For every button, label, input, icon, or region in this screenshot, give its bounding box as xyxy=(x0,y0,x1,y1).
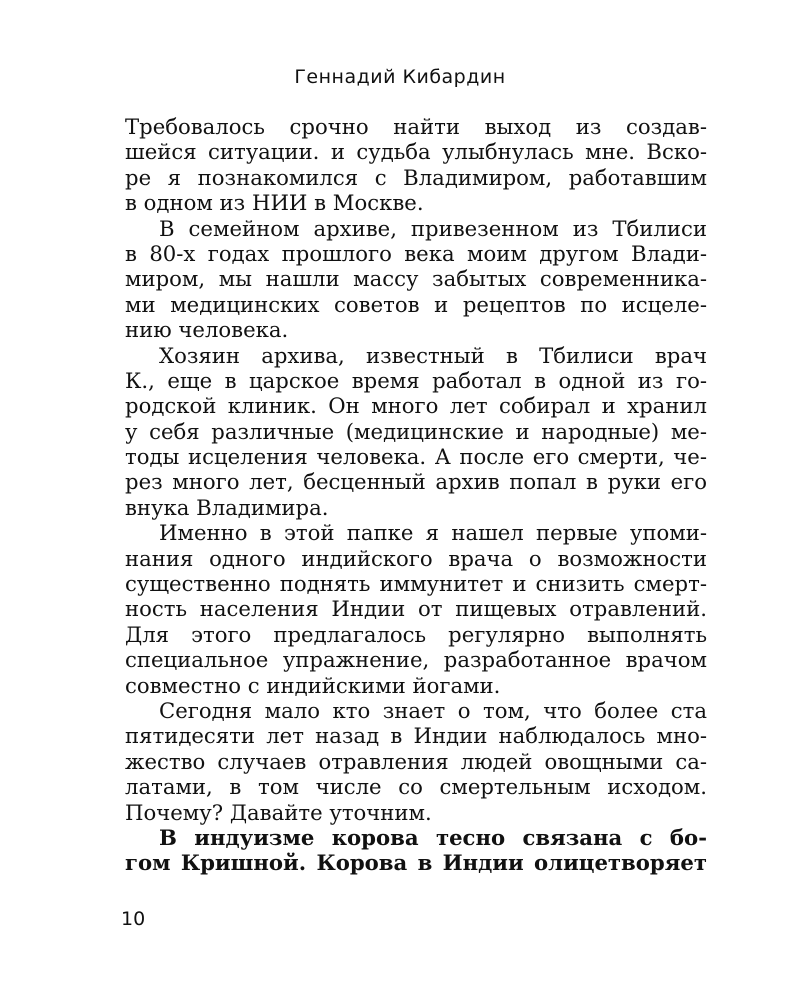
text-line: пятидесяти лет назад в Индии наблюдалось мно- xyxy=(125,723,707,749)
text-line: Для этого предлагалось регулярно выполнять xyxy=(125,621,707,647)
text-line: К., еще в царское время работал в одной из го- xyxy=(125,367,707,393)
body-text xyxy=(125,114,707,876)
text-line: у себя различные (медицинские и народные) ме- xyxy=(125,418,707,444)
text-line: Хозяин архива, известный в Тбилиси врач xyxy=(159,342,707,368)
text-line: специальное упражнение, разработанное врачом xyxy=(125,647,707,673)
text-line: ми медицинских советов и рецептов по исцеле- xyxy=(125,291,707,317)
text-line: Почему? Давайте уточним. xyxy=(125,799,432,825)
text-line: Сегодня мало кто знает о том, что более ста xyxy=(159,697,707,723)
text-line: в одном из НИИ в Москве. xyxy=(125,190,424,216)
text-line: совместно с индийскими йогами. xyxy=(125,672,501,698)
text-line: нания одного индийского врача о возможности xyxy=(125,545,707,571)
text-line: ность населения Индии от пищевых отравлений. xyxy=(125,596,707,622)
text-line: В семейном архиве, привезенном из Тбилиси xyxy=(159,215,707,241)
text-line: рез много лет, бесценный архив попал в руки его xyxy=(125,469,707,495)
text-line: тоды исцеления человека. А после его смерти, че- xyxy=(125,444,707,470)
text-line: шейся ситуации. и судьба улыбнулась мне. Вско- xyxy=(125,139,707,165)
text-line: Требовалось срочно найти выход из создав- xyxy=(125,114,707,139)
page-number: 10 xyxy=(121,908,146,930)
text-line: ре я познакомился с Владимиром, работавшим xyxy=(125,164,707,190)
text-line: жество случаев отравления людей овощными са- xyxy=(125,748,707,774)
text-line: гом Кришной. Корова в Индии олицетворяет xyxy=(125,850,707,876)
running-title: Геннадий Кибардин xyxy=(294,66,506,88)
text-line: внука Владимира. xyxy=(125,494,329,520)
text-line: миром, мы нашли массу забытых современника- xyxy=(125,266,707,292)
text-line: латами, в том числе со смертельным исходом. xyxy=(125,774,707,800)
text-line: родской клиник. Он много лет собирал и хранил xyxy=(125,393,707,419)
text-line: В индуизме корова тесно связана с бо- xyxy=(159,824,707,850)
text-line: нию человека. xyxy=(125,317,289,343)
text-line: Именно в этой папке я нашел первые упоми- xyxy=(159,520,707,546)
text-line: в 80-х годах прошлого века моим другом Влади- xyxy=(125,240,707,266)
text-line: существенно поднять иммунитет и снизить смерт- xyxy=(125,571,707,597)
